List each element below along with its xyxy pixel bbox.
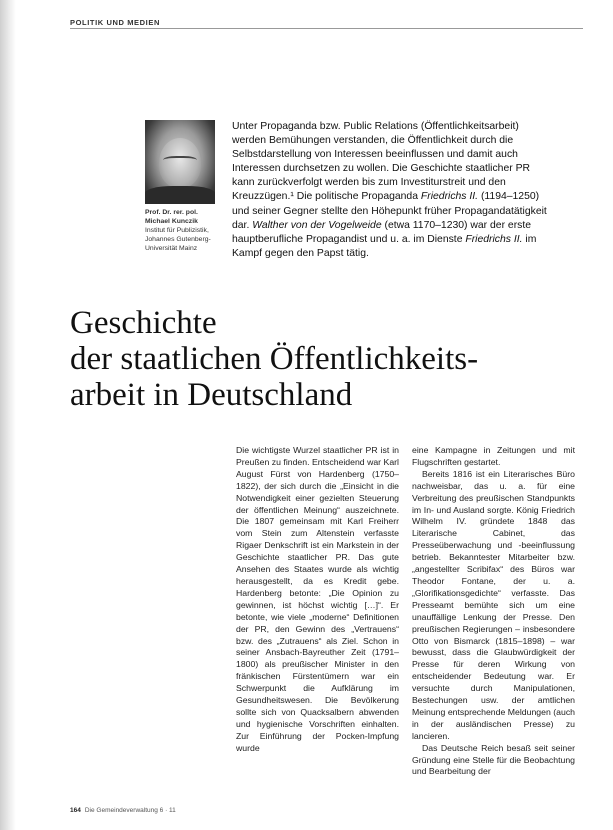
author-affiliation: Institut für Publizistik, Johannes Gutenberg-Universität Mainz [145, 227, 211, 252]
header-rule [70, 28, 583, 29]
body-column-1 [236, 445, 399, 800]
intro-emphasis-3: Friedrichs II. [465, 233, 523, 245]
body-paragraph: Bereits 1816 ist ein Literarisches Büro nachweisbar, das u. a. für eine Verbreitung des preußischen Standpunkts im In- und Ausland sorgte. König Friedrich Wilhelm IV. gründete 1848 das Literarische Cabinet, das Presseüberwachung und -beeinflussung betrieb. Bekanntester Mitarbeiter bzw. „angestellter Scribifax“ des Büros war Theodor Fontane, der u. a. „Glorifikationsgedichte“ verfasste. Das Presseamt bemühte sich um eine unauffällige Lenkung der Presse. Den preußischen Regierungen – insbesondere Otto von Bismarck (1815–1898) – war bewusst, dass die Glaubwürdigkeit der Presse für deren Wirkung von entscheidender Bedeutung war. Er versuchte durch Manipulationen, Bestechungen usw. der amtlichen Meinung entsprechende Meldungen (auch in der ausländischen Presse) zu lancieren. [412, 468, 575, 741]
author-name: Prof. Dr. rer. pol. Michael Kunczik [145, 209, 198, 225]
page-footer [70, 807, 176, 814]
body-paragraph: eine Kampagne in Zeitungen und mit Flugschriften gestartet. [412, 445, 575, 467]
intro-text-1: Unter Propaganda bzw. Public Relations (Öffentlichkeitsarbeit) werden Bemühungen verstanden, die Öffentlichkeit durch die Selbstdarstellung von Interessen beeinflussen und damit auch Interessen durchsetzen zu wollen. Die Geschichte staatlicher PR kann zurückverfolgt werden bis zum Investiturstreit und den Kreuzzügen.¹ Die politische Propaganda [232, 121, 531, 203]
author-photo [145, 120, 215, 204]
author-caption [145, 208, 223, 253]
section-label: POLITIK UND MEDIEN [70, 18, 160, 27]
intro-paragraph [232, 120, 550, 261]
footer-source: Die Gemeindeverwaltung 6 · 11 [84, 807, 176, 814]
page-gutter-shadow [0, 0, 16, 830]
title-line-3: arbeit in Deutschland [70, 377, 353, 413]
article-title [70, 305, 590, 413]
body-column-2 [412, 445, 575, 800]
intro-emphasis-2: Walther von der Vogelweide [252, 219, 382, 231]
intro-text-4: im Kampf gegen den Papst tätig. [232, 233, 537, 259]
author-shoulders [145, 186, 215, 204]
body-paragraph: Die wichtigste Wurzel staatlicher PR ist in Preußen zu finden. Entscheidend war Karl August Fürst von Hardenberg (1750–1822), der sich durch die „Einsicht in die Notwendigkeit einer gezielten Steuerung der öffentlichen Meinung“ auszeichnete. Die 1807 gemeinsam mit Karl Freiherr vom Stein zum Altenstein verfasste Rigaer Denkschrift ist ein Markstein in der Geschichte staatlicher PR. Das gute Ansehen des Staates wurde als wichtig herausgestellt, da es Kredit gebe. Hardenberg betonte: „Die Opinion zu gewinnen, ist höchst wichtig […]“. Er betonte, wie viele „moderne“ Definitionen der PR, den Gewinn des „Vertrauens“ bzw. des „Zutrauens“ als Ziel. Schon in seiner Ansbach-Bayreuther Zeit (1791–1800) als preußischer Minister in den fränkischen Fürstentümern war ein Schwerpunkt die Aufklärung im Gesundheitswesen. Die Bevölkerung sollte sich von Quacksalbern abwenden und hygienische Vorschriften einhalten. Zur Einführung der Pocken-Impfung wurde [236, 445, 399, 753]
body-paragraph: Das Deutsche Reich besaß seit seiner Gründung eine Stelle für die Beobachtung und Bearbeitung der [412, 742, 575, 777]
intro-text-3: (etwa 1170–1230) war der erste hauptberufliche Propagandist und u. a. im Dienste [232, 219, 532, 245]
intro-emphasis-1: Friedrichs II. [420, 191, 479, 203]
intro-text-2: (1194–1250) und seiner Gegner stellte den Höhepunkt früher Propagandatätigkeit dar. [232, 191, 547, 231]
author-glasses [163, 156, 197, 166]
page-number: 164 [70, 807, 81, 814]
title-line-2: der staatlichen Öffentlichkeits- [70, 341, 479, 377]
title-line-1: Geschichte [70, 305, 217, 341]
